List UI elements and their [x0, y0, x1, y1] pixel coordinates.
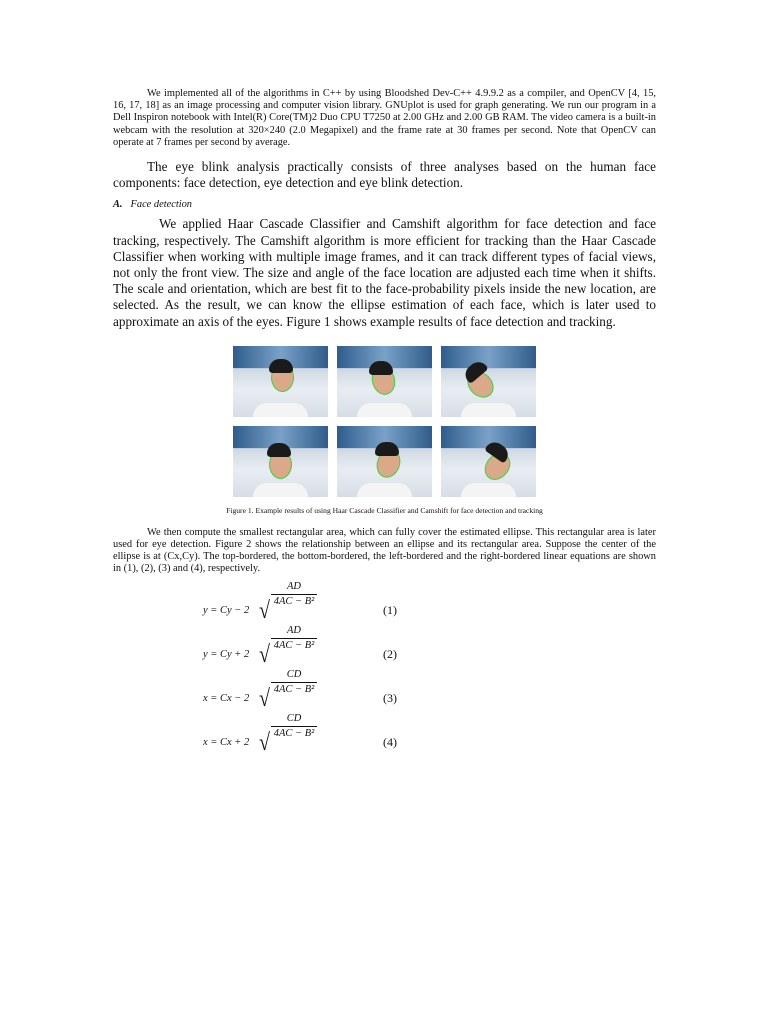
equation-1: y = Cy − 2 √ AD 4AC − B² (1)	[203, 580, 397, 624]
face-photo-1	[233, 346, 328, 417]
equation-lhs: x = Cx + 2	[203, 736, 250, 748]
figure-1-image-grid	[233, 346, 536, 497]
paper-page	[113, 88, 656, 768]
equation-denominator: 4AC − B²	[273, 595, 315, 607]
equation-numerator: AD	[287, 580, 301, 592]
equation-number: (2)	[383, 646, 397, 661]
equation-numerator: CD	[286, 668, 302, 680]
equation-lhs: y = Cy − 2	[203, 604, 250, 616]
paragraph-implementation: We implemented all of the algorithms in C++ by using Bloodshed Dev-C++ 4.9.9.2 as a compiler, and OpenCV [4, 15, 16, 17, 18] as an image processing and computer vision library. GNUplot is used for graph generating. We run our program in a Dell Inspiron notebook with Intel(R) Core(TM)2 Duo CPU T7250 at 2.00 GHz and 2.00 GB RAM. The video camera is a built-in webcam with the resolution at 320×240 (2.0 Megapixel) and the frame rate at 30 frames per second. Note that OpenCV can operate at 7 frames per second by average.	[113, 88, 656, 148]
equation-denominator: 4AC − B²	[273, 727, 315, 739]
equation-3: x = Cx − 2 √ CD 4AC − B² (3)	[203, 668, 397, 712]
equation-numerator: AD	[287, 624, 301, 636]
equation-4: x = Cx + 2 √ CD 4AC − B² (4)	[203, 712, 397, 756]
equations-block	[203, 580, 656, 768]
section-title: Face detection	[130, 199, 192, 211]
section-heading	[113, 199, 656, 210]
figure-1-caption: Figure 1. Example results of using Haar Cascade Classifier and Camshift for face detection and tracking	[226, 505, 543, 515]
equation-lhs: y = Cy + 2	[203, 648, 250, 660]
equation-2: y = Cy + 2 √ AD 4AC − B² (2)	[203, 624, 397, 668]
face-photo-3	[441, 346, 536, 417]
face-photo-4	[233, 426, 328, 497]
face-photo-5	[337, 426, 432, 497]
face-photo-2	[337, 346, 432, 417]
paragraph-eye-blink-overview: The eye blink analysis practically consists of three analyses based on the human face components: face detection, eye detection and eye blink detection.	[113, 159, 656, 191]
face-photo-6	[441, 426, 536, 497]
equation-number: (4)	[383, 734, 397, 749]
section-number: A.	[113, 199, 123, 211]
equation-denominator: 4AC − B²	[273, 683, 315, 695]
paragraph-rectangular-area: We then compute the smallest rectangular area, which can fully cover the estimated ellipse. This rectangular area is later used for eye detection. Figure 2 shows the relationship between an ellipse and its rectangular area. Suppose the center of the ellipse is at (Cx,Cy). The top-bordered, the bottom-bordered, the left-bordered and the right-bordered linear equations are shown in (1), (2), (3) and (4), respectively.	[113, 526, 656, 575]
equation-numerator: CD	[286, 712, 302, 724]
equation-number: (3)	[383, 690, 397, 705]
paragraph-face-detection: We applied Haar Cascade Classifier and Camshift algorithm for face detection and face tracking, respectively. The Camshift algorithm is more efficient for tracking than the Haar Cascade Classifier when working with multiple image frames, and it can track different types of facial views, not only the front view. The size and angle of the face location are adjusted each time when it shifts. The scale and orientation, which are best fit to the face-probability pixels inside the new location, are selected. As the result, we can know the ellipse estimation of each face, which is later used to approximate an axis of the eyes. Figure 1 shows example results of face detection and tracking.	[113, 216, 656, 329]
equation-number: (1)	[383, 602, 397, 617]
equation-lhs: x = Cx − 2	[203, 692, 250, 704]
equation-denominator: 4AC − B²	[273, 639, 315, 651]
